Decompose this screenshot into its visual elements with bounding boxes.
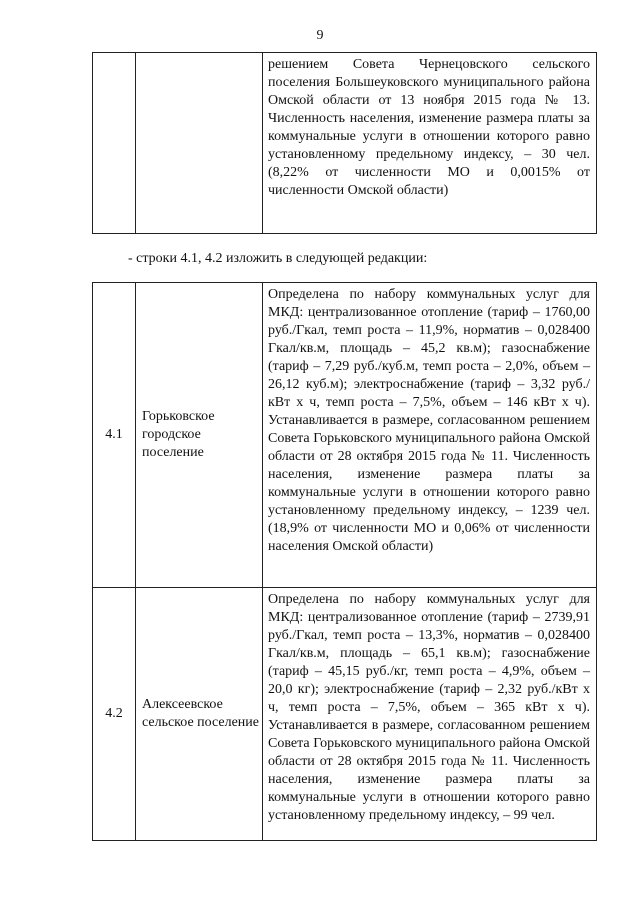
continued-table xyxy=(92,52,597,234)
settlement-name: Алексеевское сельское поселение xyxy=(136,588,263,841)
table-row xyxy=(93,588,597,841)
description-cell xyxy=(263,588,597,841)
page-number: 9 xyxy=(316,28,324,43)
number-cell xyxy=(93,53,136,234)
description-text: Определена по набору коммунальных услуг для МКД: централизованное отопление (тариф – 1760,00 руб./Гкал, темп роста – 11,9%, норматив – 0,028400 Гкал/кв.м, площадь – 45,2 кв.м); газоснабжение (тариф – 7,29 руб./куб.м, темп роста – 2,0%, объем – 26,12 куб.м); электроснабжение (тариф – 3,32 руб./кВт х ч, темп роста – 7,5%, объем – 146 кВт х ч). Устанавливается в размере, согласованном решением Совета Горьковского муниципального района Омской области от 28 октября 2015 года № 11. Численность населения, изменение размера платы за коммунальные услуги в отношении которого равно установленному предельному индексу, – 1239 чел. (18,9% от численности МО и 0,06% от численности населения Омской области) xyxy=(268,287,590,554)
settlement-name-cell xyxy=(136,53,263,234)
description-text: решением Совета Чернецовского сельского поселения Большеуковского муниципального района Омской области от 13 ноября 2015 года № 13. Численность населения, изменение размера платы за коммунальные услуги в отношении которого равно установленному предельному индексу, – 30 чел. (8,22% от численности МО и 0,0015% от численности Омской области) xyxy=(268,57,590,198)
table-row xyxy=(93,53,597,234)
description-cell xyxy=(263,53,597,234)
amendment-instruction: - строки 4.1, 4.2 изложить в следующей редакции: xyxy=(128,251,428,266)
description-text: Определена по набору коммунальных услуг для МКД: централизованное отопление (тариф – 2739,91 руб./Гкал, темп роста – 13,3%, норматив – 0,028400 Гкал/кв.м, площадь – 65,1 кв.м); газоснабжение (тариф – 45,15 руб./кг, темп роста – 4,9%, объем – 20,0 кг); электроснабжение (тариф – 2,32 руб./кВт х ч, темп роста – 7,5%, объем – 365 кВт х ч). Устанавливается в размере, согласованном решением Совета Горьковского муниципального района Омской области от 28 октября 2015 года № 11. Численность населения, изменение размера платы за коммунальные услуги в отношении которого равно установленному предельному индексу, – 99 чел. xyxy=(268,592,590,823)
row-number: 4.2 xyxy=(93,588,136,841)
amended-rows-table xyxy=(92,282,597,841)
description-cell xyxy=(263,283,597,588)
table-row xyxy=(93,283,597,588)
row-number: 4.1 xyxy=(93,283,136,588)
settlement-name: Горьковское городское поселение xyxy=(136,283,263,588)
